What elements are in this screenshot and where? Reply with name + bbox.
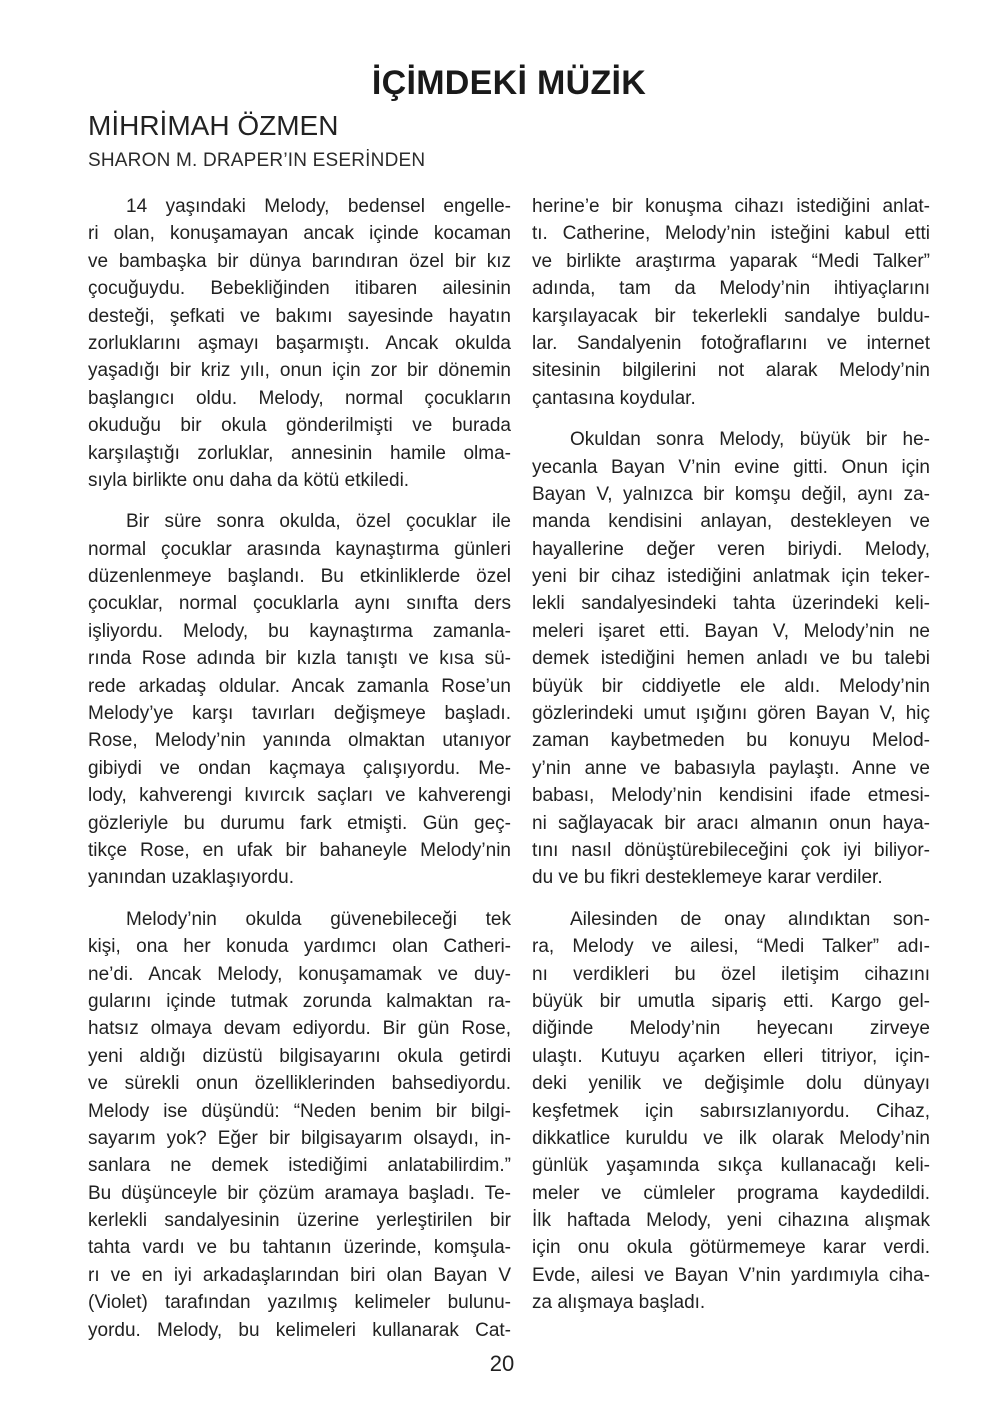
text-line: Rose, Melody’nin yanında olmaktan utanıyor — [88, 730, 511, 752]
text-line: Evde, ailesi ve Bayan V’nin yardımıyla ciha- — [532, 1264, 930, 1286]
paragraph — [532, 426, 930, 892]
text-line: karşılaştığı zorluklar, annesinin hamile olma- — [88, 442, 511, 464]
text-line: adında, tam da Melody’nin ihtiyaçlarını — [532, 278, 930, 300]
text-line: normal çocuklar arasında kaynaştırma günleri — [88, 538, 511, 560]
text-line: gözlerindeki umut ışığını gören Bayan V, hiç — [532, 703, 930, 725]
text-line: keşfetmek için sabırsızlanıyordu. Cihaz, — [532, 1100, 930, 1122]
text-line: yanından uzaklaşıyordu. — [88, 867, 294, 889]
text-line: yeni bir cihaz istediğini anlatmak için teker- — [532, 566, 930, 588]
text-line: herine’e bir konuşma cihazı istediğini anlat- — [532, 196, 930, 217]
text-line: lar. Sandalyenin fotoğraflarını ve internet — [532, 332, 930, 354]
text-line: günlük yaşamında sıkça kullanacağı keli- — [532, 1155, 930, 1177]
text-line: gibiydi ve ondan kaçmaya çalışıyordu. Me- — [88, 757, 511, 779]
paragraph — [88, 193, 511, 494]
text-line: zorluklarını aşmayı başarmıştı. Ancak okulda — [88, 332, 511, 354]
text-line: za alışmaya başladı. — [532, 1292, 706, 1314]
text-line: Okuldan sonra Melody, büyük bir he- — [570, 429, 930, 451]
text-line: hatsız olmaya devam ediyordu. Bir gün Rose, — [88, 1018, 511, 1040]
text-line: tı. Catherine, Melody’nin isteğini kabul etti — [532, 223, 930, 245]
text-line: ve sürekli onun özelliklerinden bahsediyordu. — [88, 1073, 511, 1095]
text-line: yaşadığı bir kriz yılı, onun için zor bir dönemin — [88, 360, 511, 382]
text-line: ve bambaşka bir dünya barındıran özel bir kız — [88, 250, 511, 272]
text-line: sanlara ne demek istediğimi anlatabilirdim.” — [88, 1155, 511, 1177]
page-number: 20 — [489, 1351, 515, 1376]
text-line: ulaştı. Kutuyu açarken elleri titriyor, için- — [532, 1045, 930, 1067]
text-line: zaman kaybetmeden bu konuyu Melod- — [532, 730, 930, 752]
text-line: çocuğuydu. Bebekliğinden itibaren ailesinin — [88, 278, 511, 300]
text-line: dikkatlice kuruldu ve ilk olarak Melody’nin — [532, 1127, 930, 1149]
text-line: ne’di. Ancak Melody, konuşamamak ve duy- — [88, 963, 511, 985]
text-line: ni sağlayacak bir aracı almanın onun haya- — [532, 812, 930, 834]
text-line: kişi, ona her konuda yardımcı olan Catheri- — [88, 936, 511, 958]
text-line: diğinde Melody’nin heyecanı zirveye — [532, 1018, 930, 1040]
text-line: yecanla Bayan V’nin evine gitti. Onun için — [532, 456, 930, 478]
text-line: ve birlikte araştırma yaparak “Medi Talker” — [532, 250, 930, 272]
text-line: çocuklar, normal çocuklarla aynı sınıfta ders — [88, 593, 511, 615]
text-line: deki yenilik ve değişimle dolu dünyayı — [532, 1073, 930, 1095]
text-line: rede arkadaş oldular. Ancak zamanla Rose’un — [88, 675, 511, 697]
text-line: sayarım yok? Eğer bir bilgisayarım olsaydı, in- — [88, 1127, 511, 1149]
author-name: MİHRİMAH ÖZMEN — [88, 110, 339, 141]
paragraph — [532, 193, 930, 412]
text-line: okuduğu bir okula gönderilmişti ve burada — [88, 415, 511, 437]
text-line: rında Rose adında bir kızla tanıştı ve kısa sü- — [88, 648, 511, 670]
text-line: Bu düşünceyle bir çözüm aramaya başladı. Te- — [88, 1182, 511, 1204]
text-line: işliyordu. Melody, bu kaynaştırma zamanla- — [88, 620, 511, 642]
text-line: lekli sandalyesindeki tahta üzerindeki keli- — [532, 593, 930, 615]
paragraph — [532, 906, 930, 1317]
text-line: Ailesinden de onay alındıktan son- — [570, 908, 930, 930]
text-line: için onu okula götürmemeye karar verdi. — [532, 1237, 930, 1259]
two-column-body — [88, 193, 930, 1344]
text-line: tikçe Rose, en ufak bir bahaneyle Melody’nin — [88, 839, 511, 861]
text-line: manda kendisini anlayan, destekleyen ve — [532, 511, 930, 533]
text-line: yordu. Melody, bu kelimeleri kullanarak Cat- — [88, 1319, 511, 1341]
text-line: yeni aldığı dizüstü bilgisayarını okula getirdi — [88, 1045, 511, 1067]
text-line: ri olan, konuşamayan ancak içinde kocaman — [88, 223, 511, 245]
text-line: nı verdikleri bu özel iletişim cihazını — [532, 963, 930, 985]
text-line: Melody’ye karşı tavırları değişmeye başladı. — [88, 703, 511, 725]
text-line: gularını içinde tutmak zorunda kalmaktan ra- — [88, 990, 511, 1012]
text-line: demek istediğini hemen anladı ve bu talebi — [532, 648, 930, 670]
text-line: büyük bir umutla sipariş etti. Kargo gel- — [532, 990, 930, 1012]
text-line: Melody’nin okulda güvenebileceği tek — [126, 908, 511, 930]
text-line: sitesinin bilgilerini not alarak Melody’nin — [532, 360, 930, 382]
text-line: hayallerine değer veren biriydi. Melody, — [532, 538, 930, 560]
text-line: meler ve cümleler programa kaydedildi. — [532, 1182, 930, 1204]
text-line: kerlekli sandalyesinin üzerine yerleştirilen bir — [88, 1210, 511, 1232]
text-line: Melody ise düşündü: “Neden benim bir bilgi- — [88, 1100, 511, 1122]
text-line: Bayan V, yalnızca bir komşu değil, aynı za- — [532, 483, 930, 505]
paragraph — [88, 906, 511, 1344]
text-line: du ve bu fikri desteklemeye karar verdiler. — [532, 867, 883, 889]
text-line: meleri işaret etti. Bayan V, Melody’nin ne — [532, 620, 930, 642]
text-line: Bir süre sonra okulda, özel çocuklar ile — [126, 511, 511, 533]
text-line: karşılayacak bir tekerlekli sandalye buldu- — [532, 305, 930, 327]
text-line: tahta vardı ve bu tahtanın üzerinde, komşula- — [88, 1237, 511, 1259]
right-column — [532, 193, 930, 1344]
text-line: babası, Melody’nin kendisini ifade etmesi- — [532, 785, 930, 807]
text-line: düzenlenmeye başlandı. Bu etkinliklerde özel — [88, 566, 511, 588]
text-line: desteği, şefkati ve bakımı sayesinde hayatın — [88, 305, 511, 327]
text-line: başlangıcı oldu. Melody, normal çocukların — [88, 387, 511, 409]
source-note: SHARON M. DRAPER’IN ESERİNDEN — [88, 150, 426, 171]
paragraph — [88, 508, 511, 891]
text-line: rı ve en iyi arkadaşlarından biri olan Bayan V — [88, 1264, 511, 1286]
text-line: (Violet) tarafından yazılmış kelimeler bulunu- — [88, 1292, 511, 1314]
text-line: gözleriyle bu durumu fark etmişti. Gün geç- — [88, 812, 511, 834]
text-line: sıyla birlikte onu daha da kötü etkiledi. — [88, 469, 410, 491]
text-line: lody, kahverengi kıvırcık saçları ve kahverengi — [88, 785, 511, 807]
text-line: y’nin anne ve babasıyla paylaştı. Anne ve — [532, 757, 930, 779]
text-line: İlk haftada Melody, yeni cihazına alışmak — [532, 1210, 930, 1232]
text-line: tını nasıl dönüştürebileceğini çok iyi biliyor- — [532, 839, 930, 861]
left-column — [88, 193, 511, 1344]
text-line: ra, Melody ve ailesi, “Medi Talker” adı- — [532, 936, 930, 958]
text-line: 14 yaşındaki Melody, bedensel engelle- — [126, 196, 511, 217]
text-line: çantasına koydular. — [532, 387, 696, 409]
page-title: İÇİMDEKİ MÜZİK — [371, 64, 647, 102]
text-line: büyük bir ciddiyetle ele aldı. Melody’nin — [532, 675, 930, 697]
